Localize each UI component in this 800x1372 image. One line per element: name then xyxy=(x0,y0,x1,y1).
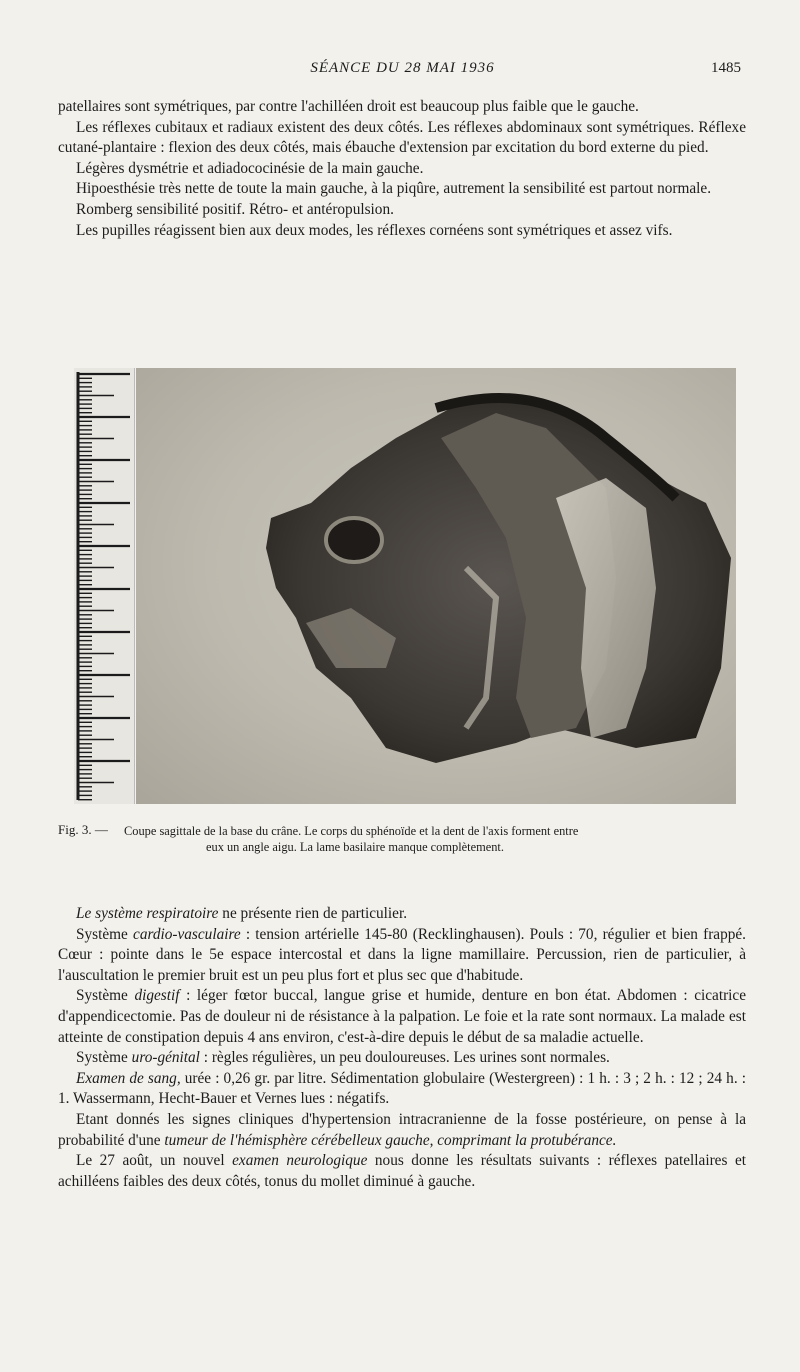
caption-line: Coupe sagittale de la base du crâne. Le corps du sphénoïde et la dent de l'axis forment entre xyxy=(124,824,579,838)
paragraph xyxy=(58,1110,746,1151)
paragraph: Les pupilles réagissent bien aux deux modes, les réflexes cornéens sont symétriques et assez vifs. xyxy=(76,221,673,239)
specimen-photo xyxy=(136,368,736,804)
paragraph xyxy=(58,1151,746,1192)
text-run: Système xyxy=(76,1049,132,1067)
italic-term: Examen de sang, xyxy=(76,1069,181,1087)
text-run: : léger fœtor buccal, langue grise et humide, denture en bon état. Abdomen : cicatrice d'appendicectomie. Pas de douleur ni de résistance à la palpation. Le foie et la rate sont normaux. La malade est atteinte de constipation depuis 4 ans environ, c'est-à-dire depuis le début de sa maladie actuelle. xyxy=(58,987,746,1046)
text-run: ne présente rien de particulier. xyxy=(218,905,408,922)
skull-base-section-image xyxy=(136,368,736,804)
paragraph xyxy=(58,925,746,987)
paragraph: Romberg sensibilité positif. Rétro- et antéropulsion. xyxy=(76,200,394,218)
text-run: Etant donnés les signes cliniques d'hypertension intracranienne de la fosse postérieure, on pense à la probabilité d'une xyxy=(58,1110,746,1149)
ruler-ticks xyxy=(74,368,134,804)
text-run: Système xyxy=(76,987,135,1005)
top-body-text xyxy=(58,97,746,241)
text-run: urée : 0,26 gr. par litre. Sédimentation globulaire (Westergreen) : 1 h. : 3 ; 2 h. : 12 ; 24 h. : 1. Wassermann, Hecht-Bauer et Vernes lues : négatifs. xyxy=(58,1069,747,1108)
italic-term: Le système respiratoire xyxy=(76,905,219,922)
text-run: Système xyxy=(76,925,134,943)
italic-term: examen neurologique xyxy=(232,1152,368,1170)
paragraph: Les réflexes cubitaux et radiaux existent des deux côtés. Les réflexes abdominaux sont symétriques. Réflexe cutané-plantaire : flexion des deux côtés, mais ébauche d'extension par excitation du bord externe du pied. xyxy=(58,118,746,157)
paragraph xyxy=(58,1048,746,1069)
paragraph: Hipoesthésie très nette de toute la main gauche, à la piqûre, autrement la sensibilité est partout normale. xyxy=(76,180,712,198)
bottom-body-text xyxy=(58,904,746,1192)
paragraph xyxy=(58,1069,746,1110)
page-number: 1485 xyxy=(711,60,741,76)
text-run: nous donne les résultats suivants : réflexes patellaires et achilléens faibles des deux côtés, tonus du mollet diminué à gauche. xyxy=(58,1152,746,1190)
scale-ruler xyxy=(74,368,135,804)
figure xyxy=(72,366,736,806)
caption-line: eux un angle aigu. La lame basilaire manque complètement. xyxy=(206,840,504,854)
italic-term: digestif xyxy=(134,987,180,1005)
paragraph: patellaires sont symétriques, par contre l'achilléen droit est beaucoup plus faible que le gauche. xyxy=(58,98,639,115)
running-header xyxy=(60,60,745,82)
paragraph xyxy=(58,986,746,1048)
text-run: : tension artérielle 145-80 (Recklinghausen). Pouls : 70, régulier et bien frappé. Cœur : pointe dans le 5e espace intercostal et dans la ligne mamillaire. Percussion, rien de particulier, à l'auscultation le premier bruit est un peu plus fort et plus sec que d'habitude. xyxy=(58,925,746,984)
italic-term: uro-génital xyxy=(131,1049,200,1067)
header-title: SÉANCE DU 28 MAI 1936 xyxy=(310,60,495,76)
italic-term: cardio-vasculaire xyxy=(133,925,241,943)
italic-term: tumeur de l'hémisphère cérébelleux gauche, comprimant la protubérance. xyxy=(164,1131,617,1149)
paragraph xyxy=(58,904,746,925)
paragraph: Légères dysmétrie et adiadococinésie de la main gauche. xyxy=(76,159,424,177)
text-run: Le 27 août, un nouvel xyxy=(76,1152,233,1170)
figure-label: Fig. 3. — xyxy=(58,822,108,837)
text-run: : règles régulières, un peu douloureuses. Les urines sont normales. xyxy=(199,1049,610,1067)
